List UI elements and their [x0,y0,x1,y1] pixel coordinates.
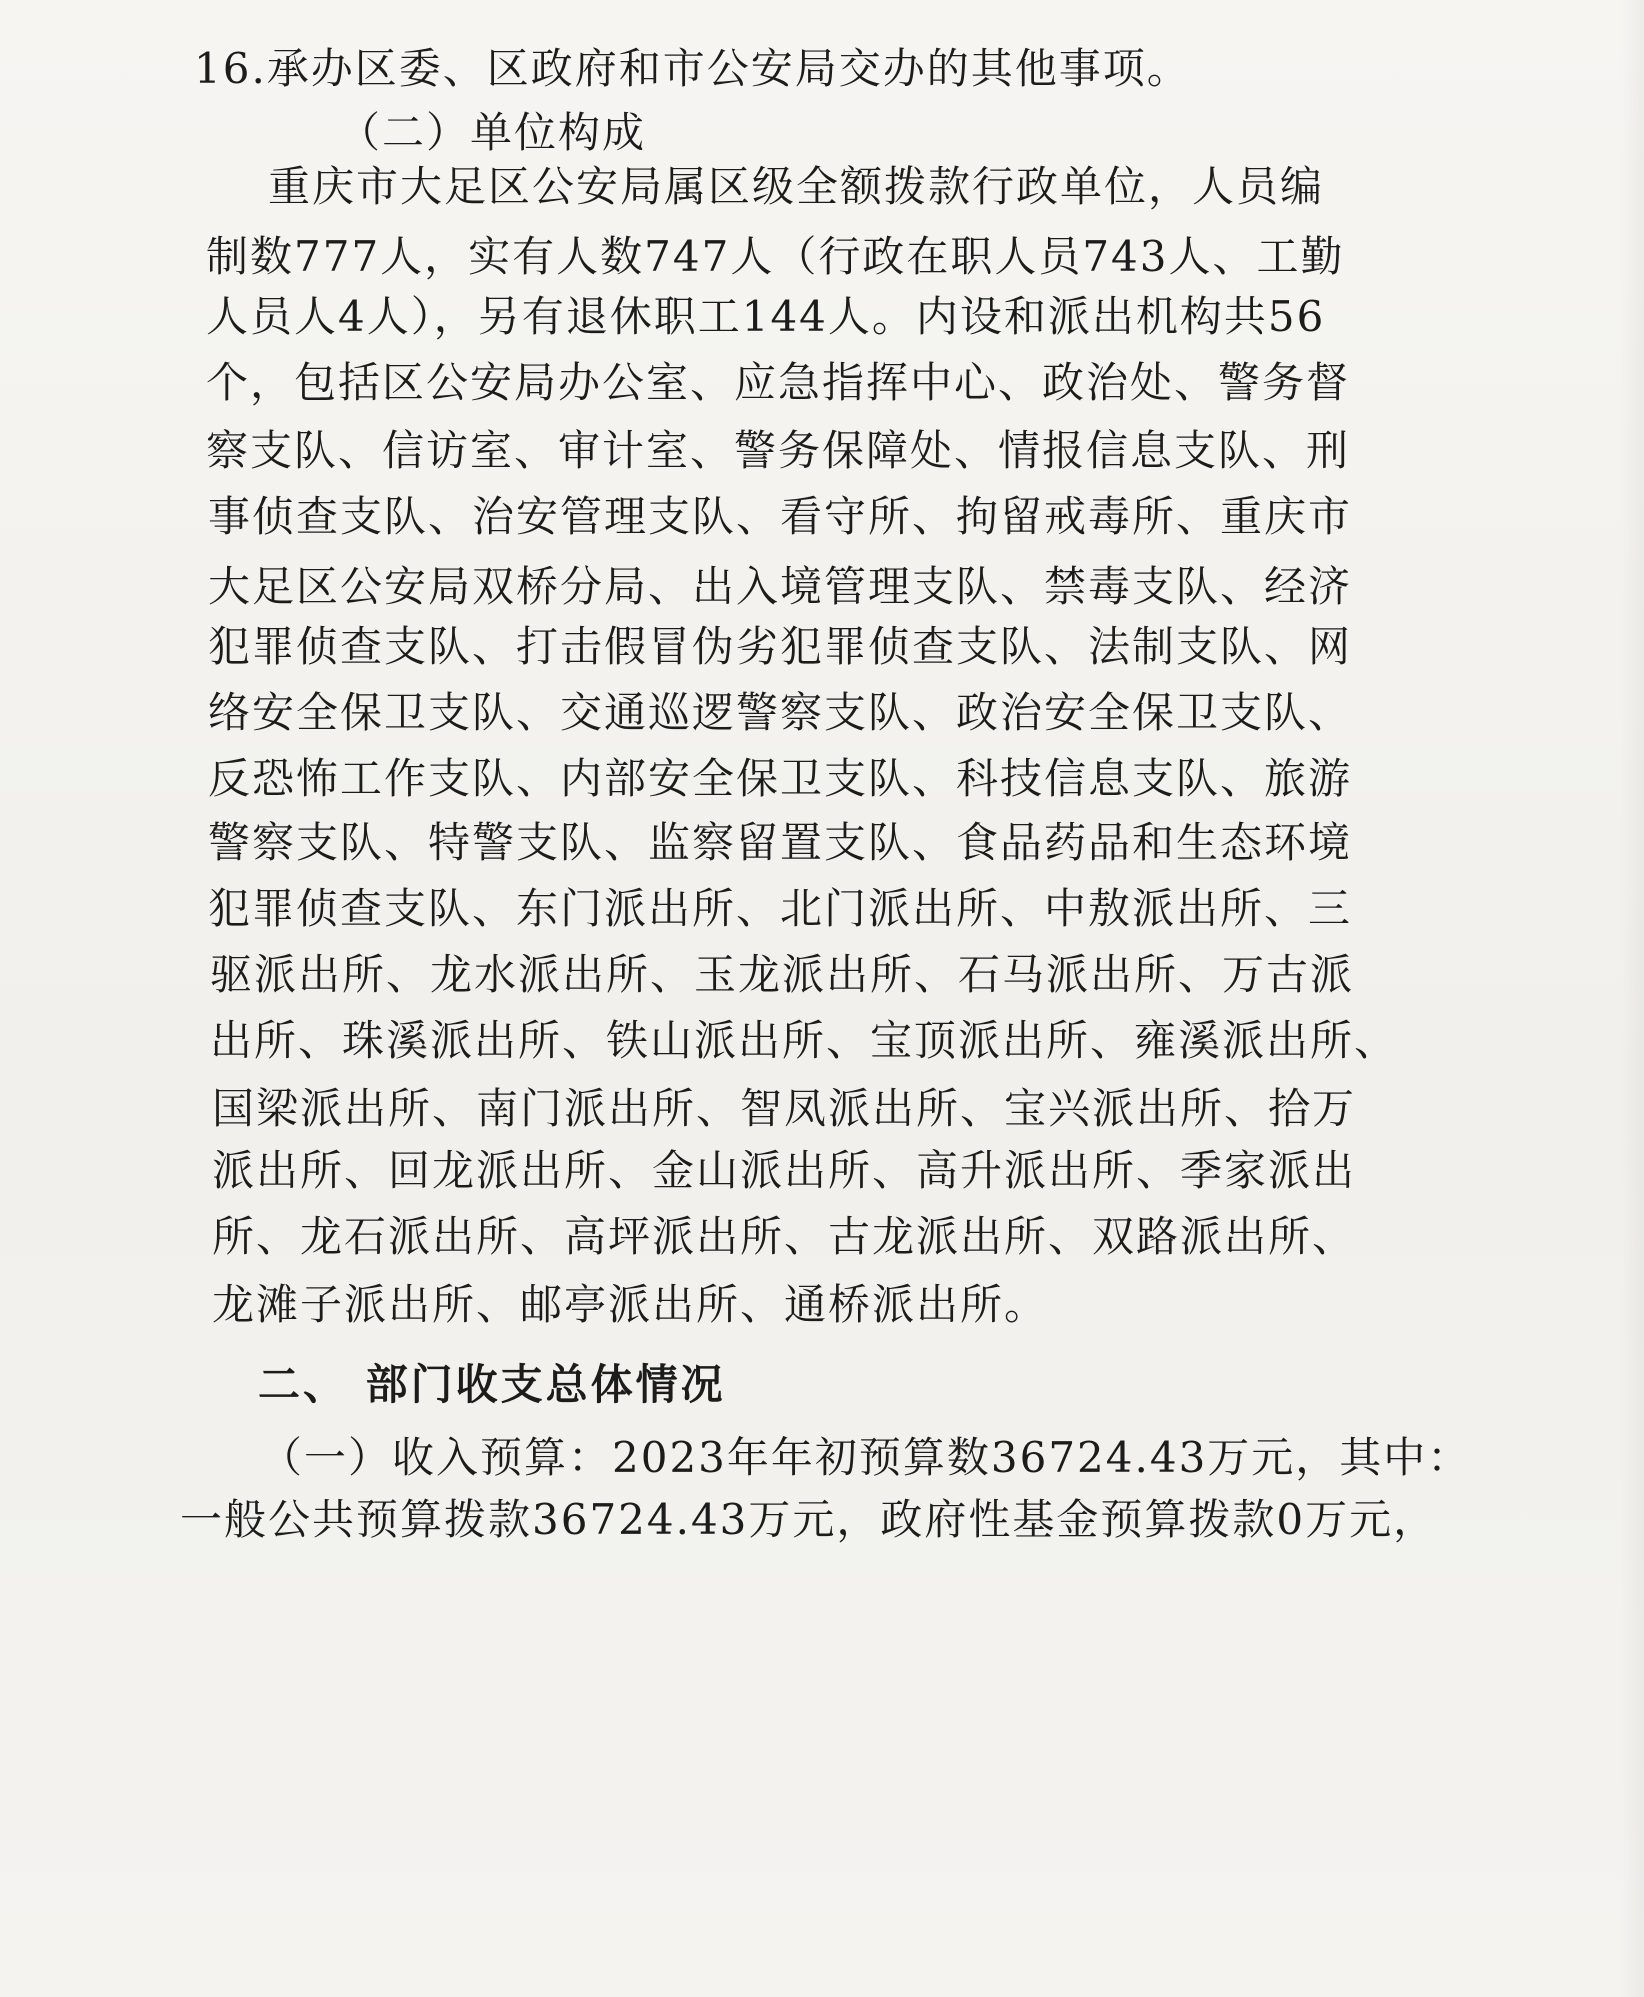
income-budget-line-1: （一）收入预算：2023年年初预算数36724.43万元，其中： [260,1433,1472,1482]
income-budget-line-2: 一般公共预算拨款36724.43万元，政府性基金预算拨款0万元， [180,1495,1438,1544]
unit-line-14: 出所、珠溪派出所、铁山派出所、宝顶派出所、雍溪派出所、 [210,1016,1399,1065]
unit-line-16: 派出所、回龙派出所、金山派出所、高升派出所、季家派出 [212,1146,1357,1195]
unit-line-1: 重庆市大足区公安局属区级全额拨款行政单位，人员编 [268,162,1325,211]
unit-line-10: 反恐怖工作支队、内部安全保卫支队、科技信息支队、旅游 [208,754,1353,803]
unit-line-18: 龙滩子派出所、邮亭派出所、通桥派出所。 [212,1280,1049,1329]
unit-line-11: 警察支队、特警支队、监察留置支队、食品药品和生态环境 [208,818,1353,867]
unit-line-15: 国梁派出所、南门派出所、智凤派出所、宝兴派出所、拾万 [212,1084,1357,1133]
unit-composition-heading: （二）单位构成 [338,108,647,157]
unit-line-8: 犯罪侦查支队、打击假冒伪劣犯罪侦查支队、法制支队、网 [208,622,1353,671]
unit-line-4: 个，包括区公安局办公室、应急指挥中心、政治处、警务督 [206,358,1351,407]
unit-line-5: 察支队、信访室、审计室、警务保障处、情报信息支队、刑 [206,426,1351,475]
unit-line-17: 所、龙石派出所、高坪派出所、古龙派出所、双路派出所、 [212,1212,1357,1261]
unit-line-9: 络安全保卫支队、交通巡逻警察支队、政治安全保卫支队、 [208,688,1353,737]
duty-item-16: 16.承办区委、区政府和市公安局交办的其他事项。 [194,44,1191,93]
section-two-heading: 二、 部门收支总体情况 [258,1360,726,1409]
scan-edge-shadow [1620,0,1644,1997]
unit-line-13: 驱派出所、龙水派出所、玉龙派出所、石马派出所、万古派 [210,950,1355,999]
unit-line-6: 事侦查支队、治安管理支队、看守所、拘留戒毒所、重庆市 [208,492,1353,541]
unit-line-2: 制数777人，实有人数747人（行政在职人员743人、工勤 [206,232,1345,281]
unit-line-7: 大足区公安局双桥分局、出入境管理支队、禁毒支队、经济 [208,562,1353,611]
unit-line-3: 人员人4人），另有退休职工144人。内设和派出机构共56 [206,292,1326,341]
unit-line-12: 犯罪侦查支队、东门派出所、北门派出所、中敖派出所、三 [208,884,1353,933]
